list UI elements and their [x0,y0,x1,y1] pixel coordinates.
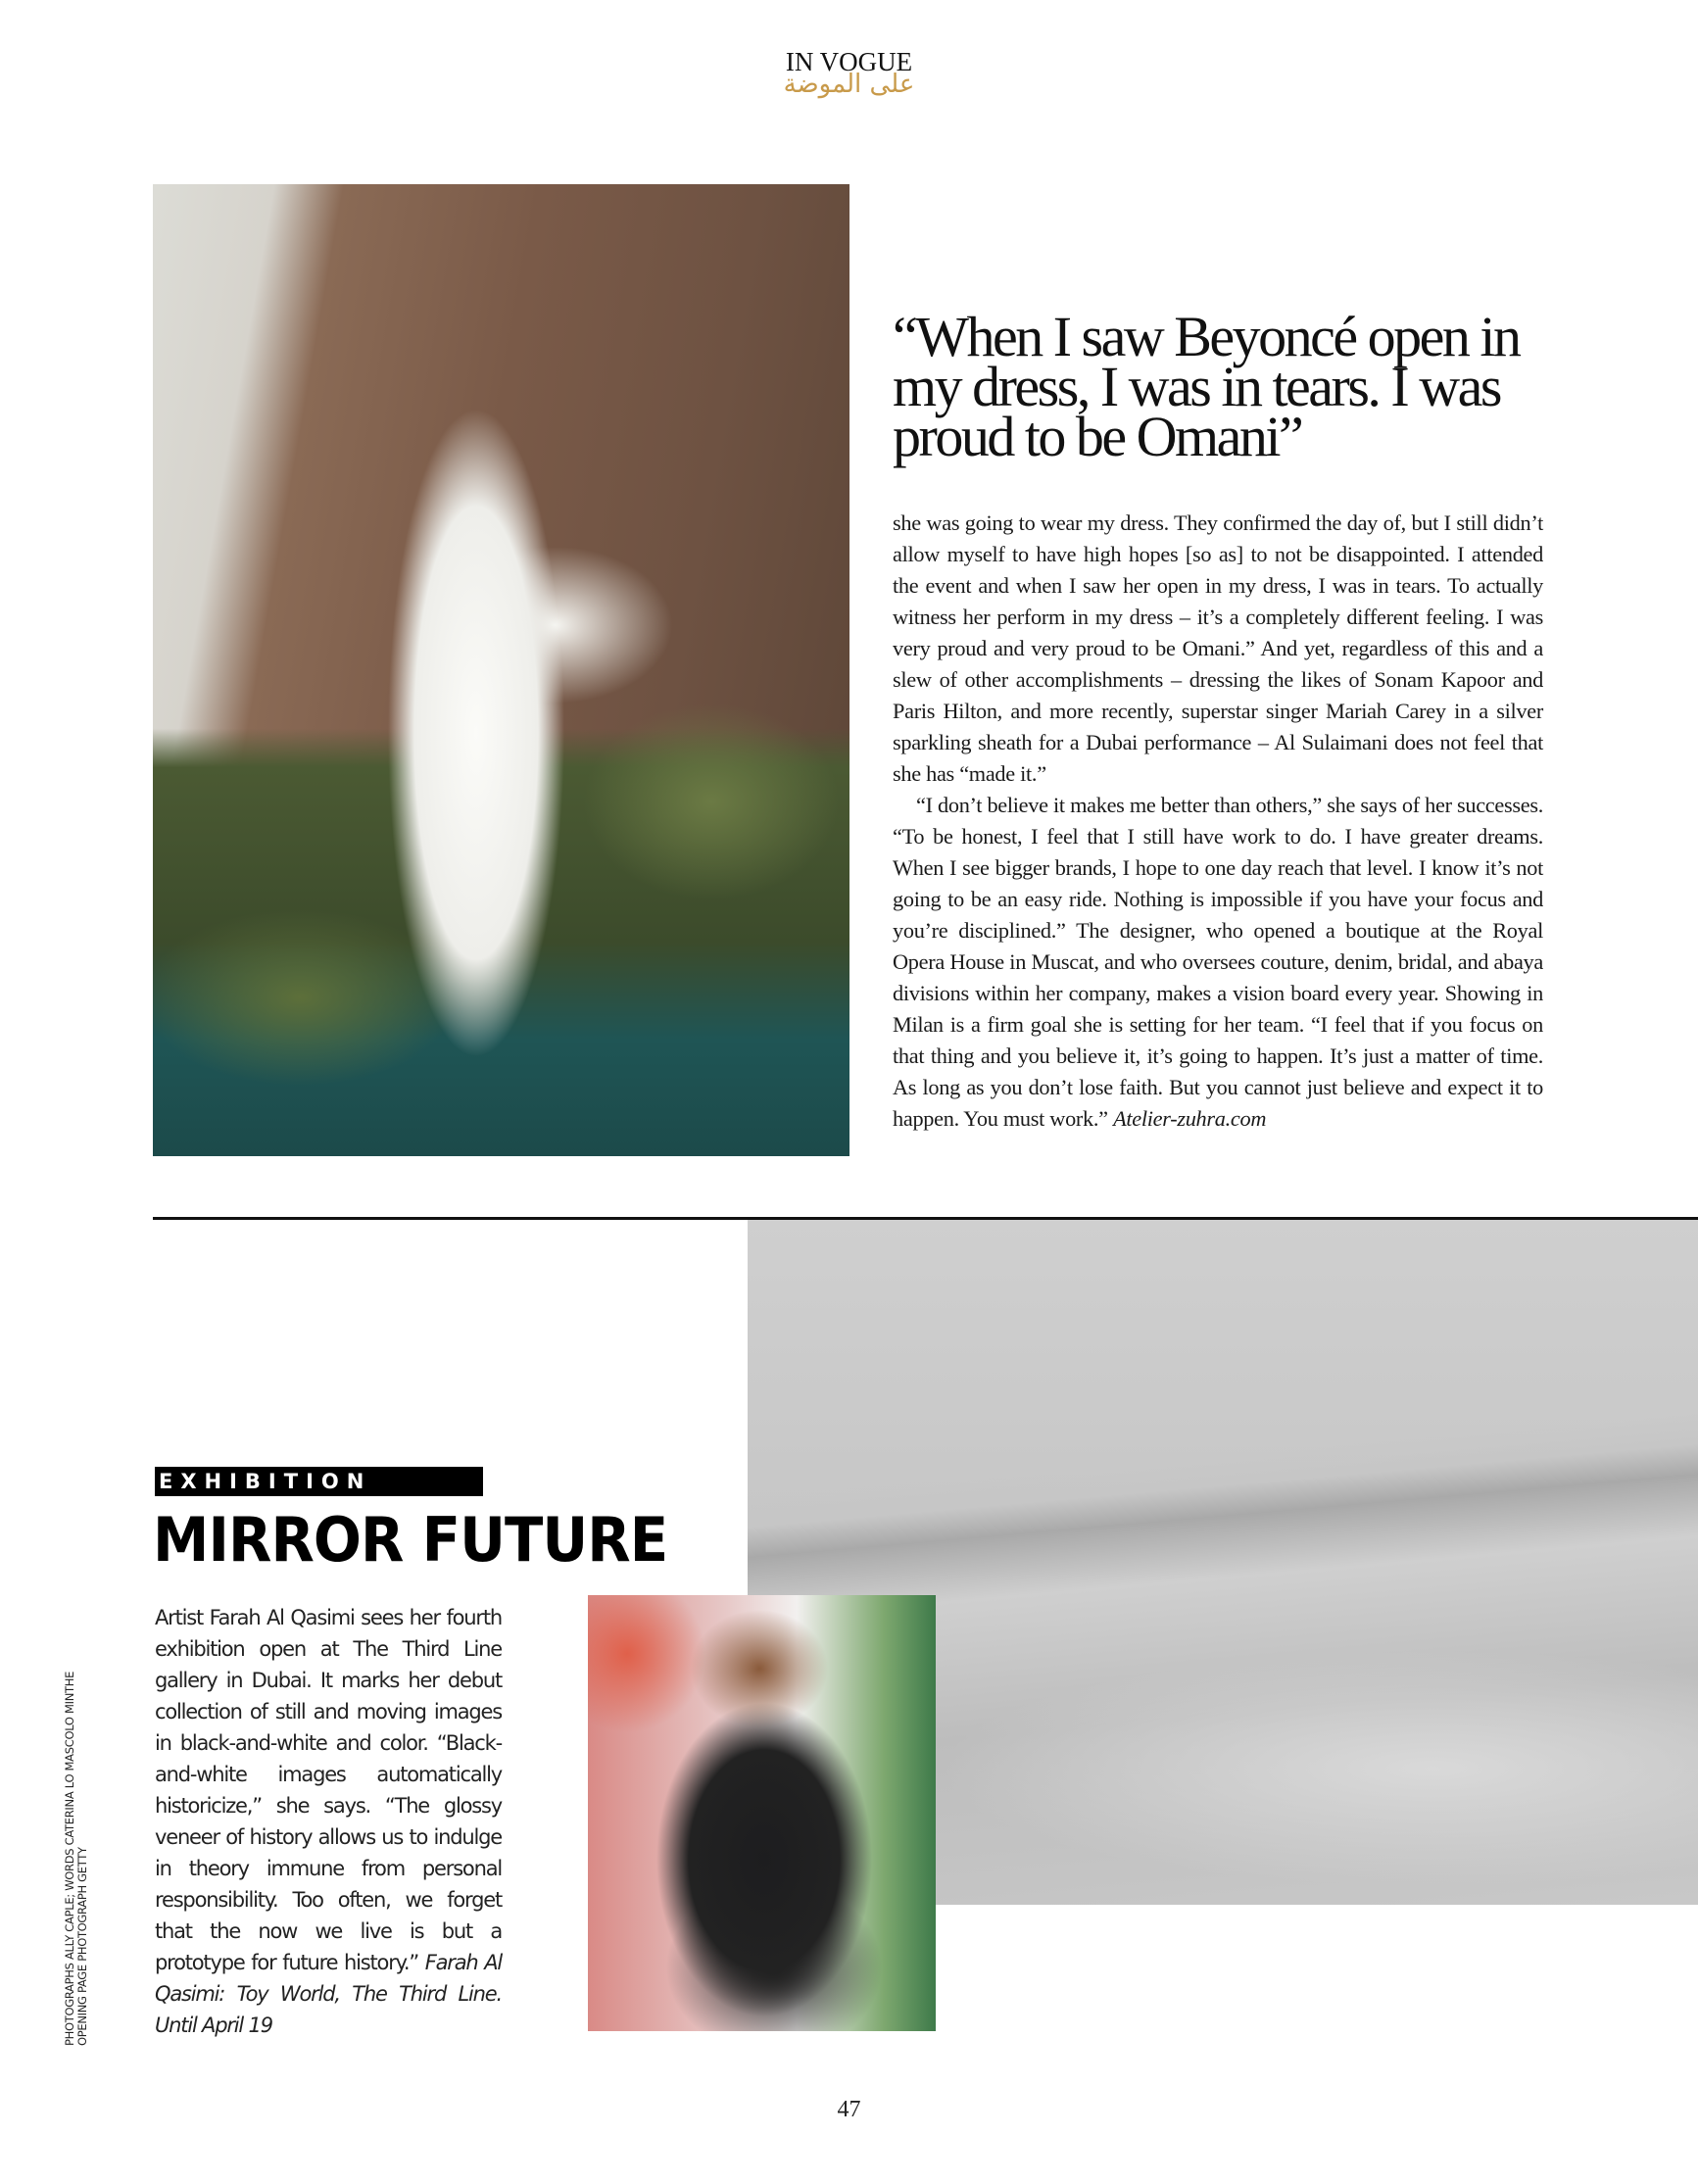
body-paragraph: she was going to wear my dress. They confirmed the day of, but I still didn’t allow myself to have high hopes [so as] to not be disappointed. I attended the event and when I saw her open in my dress, I was in tears. To actually witness her perform in my dress – it’s a completely different feeling. I was very proud and very proud to be Omani.” And yet, regardless of this and a slew of other accomplishments – dressing the likes of Sonam Kapoor and Paris Hilton, and more recently, superstar singer Mariah Carey in a silver sparkling sheath for a Dubai performance – Al Sulaimani does not feel that she has “made it.” [893,510,1543,786]
body-paragraph [893,790,1543,1135]
exhibition-body-text [155,1602,502,2041]
masthead-logo [0,49,1698,98]
credit-line: PHOTOGRAPHS ALLY CAPLE; WORDS CATERINA LO MASCOLO MINTHE [63,1671,76,2046]
section-headline: MIRROR FUTURE [153,1504,668,1576]
body-paragraph-text: “I don’t believe it makes me better than others,” she says of her successes. “To be honest, I feel that I still have work to do. I have greater dreams. When I see bigger brands, I hope to one day reach that level. I know it’s not going to be an easy ride. Nothing is impossible if you have your focus and you’re disciplined.” The designer, who opened a boutique at the Royal Opera House in Muscat, and who oversees couture, denim, bridal, and abaya divisions within her company, makes a vision board every year. Showing in Milan is a firm goal she is setting for her team. “I feel that if you focus on that thing and you believe it, it’s going to happen. It’s just a matter of time. As long as you don’t lose faith. But you cannot just believe and expect it to happen. You must work.” [893,793,1543,1131]
page-number: 47 [837,2097,861,2122]
exhibition-info: Farah Al Qasimi: Toy World, The Third Line. Until April 19 [155,1951,502,2037]
credit-line: OPENING PAGE PHOTOGRAPH GETTY [75,1847,89,2046]
feature-body-text [893,508,1543,1135]
photo-white-gown-in-mountains [153,184,849,1156]
photo-credits [64,1595,89,2046]
masthead-title-en: IN VOGUE [785,47,913,76]
masthead-title-ar: على الموضة [783,70,915,99]
pull-quote: “When I saw Beyoncé open in my dress, I was in tears. I was proud to be Omani” [893,305,1520,468]
photo-artist-portrait-with-dog [588,1595,936,2031]
website-credit: Atelier-zuhra.com [1113,1106,1267,1131]
exhibition-body: Artist Farah Al Qasimi sees her fourth exhibition open at The Third Line gallery in Dubai. It marks her debut collection of still and moving images in black-and-white and color. “Black-and-white images automatically historicize,” she says. “The glossy veneer of history allows us to indulge in theory immune from personal responsibility. Too often, we forget that the now we live is but a prototype for future history.” [155,1606,502,1974]
section-kicker: EXHIBITION [155,1467,483,1496]
